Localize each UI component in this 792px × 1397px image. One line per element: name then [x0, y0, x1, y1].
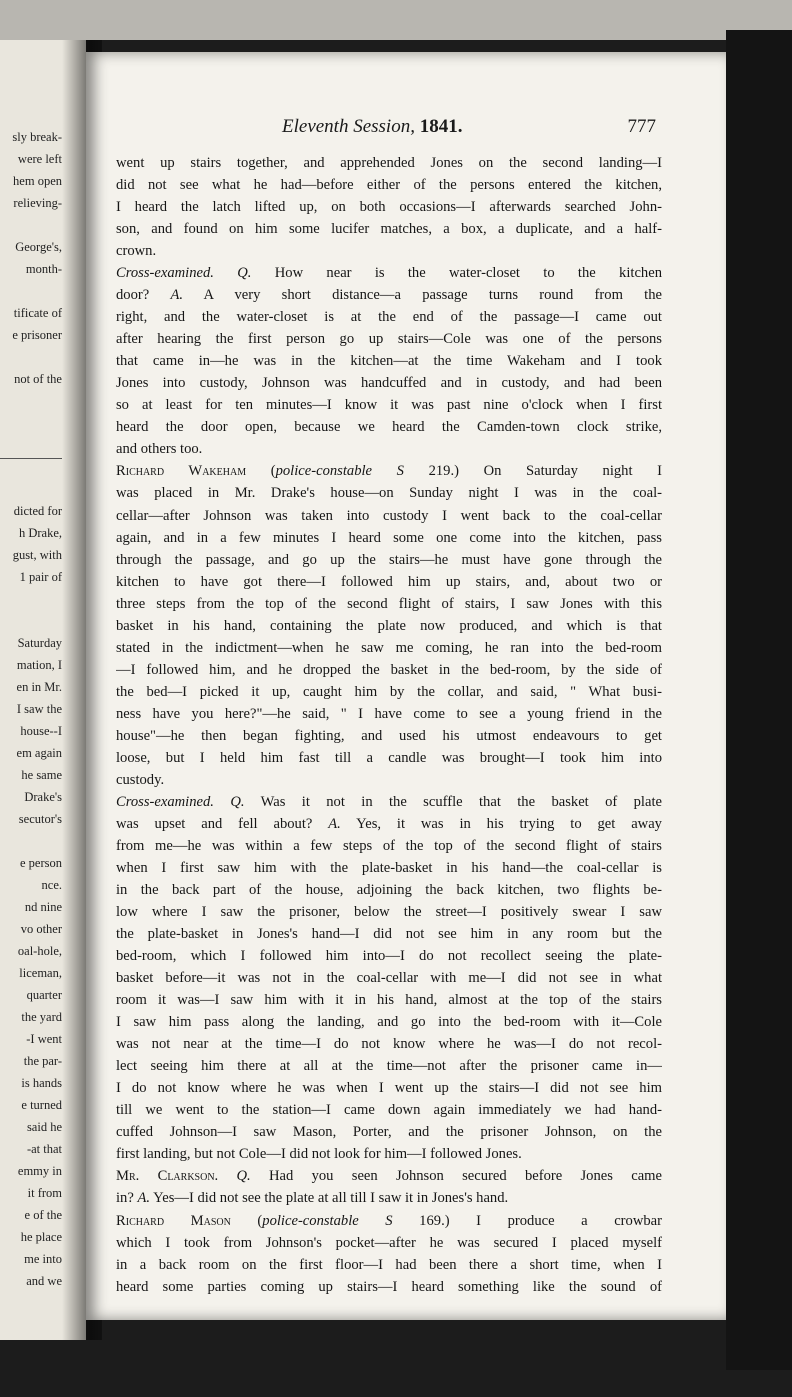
- text-run: Cross-examined.: [116, 793, 214, 810]
- text-run: I do not know where he was when I went up the stairs—I did not see him: [116, 1080, 662, 1097]
- text-run: A very short distance—a passage turns round from the: [183, 287, 662, 304]
- text-run: stated in the indictment—when he saw me coming, he ran into the bed-room: [116, 639, 662, 656]
- left-margin-line: -I went: [26, 1032, 62, 1046]
- text-run: from me—he was within a few steps of the top of the second flight of stairs: [116, 837, 662, 854]
- text-run: Q.: [236, 1168, 251, 1185]
- text-line: [116, 1232, 662, 1254]
- left-margin-line: month-: [25, 262, 62, 276]
- text-line: [116, 637, 662, 659]
- left-margin-line: George's,: [15, 240, 62, 254]
- text-line: [116, 218, 662, 240]
- body-text: [116, 152, 662, 1298]
- text-line: [116, 284, 662, 306]
- text-line: [116, 438, 662, 460]
- text-run: low where I saw the prisoner, below the street—I positively swear I saw: [116, 904, 662, 921]
- text-run: Was it not in the scuffle that the basket of plate: [244, 793, 662, 810]
- running-head-year: 1841.: [419, 116, 463, 137]
- text-run: after hearing the first person go up stairs—Cole was one of the persons: [116, 331, 662, 348]
- text-run: cuffed Johnson—I saw Mason, Porter, and the prisoner Johnson, on the: [116, 1124, 662, 1141]
- left-margin-line: dicted for: [13, 504, 62, 518]
- text-line: [116, 747, 662, 769]
- left-margin-line: the yard: [21, 1010, 62, 1024]
- text-run: right, and the water-closet is at the end of the passage—I came out: [116, 309, 662, 326]
- text-line: [116, 1187, 662, 1209]
- text-run: basket in his hand, containing the plate now produced, and which is that: [116, 617, 662, 634]
- left-margin-line: em again: [16, 746, 62, 760]
- text-run: Yes, it was in his trying to get away: [340, 815, 662, 832]
- left-margin-line: e of the: [24, 1208, 62, 1222]
- text-line: [116, 1276, 662, 1298]
- text-run: was upset and fell about?: [116, 815, 329, 832]
- text-line: [116, 549, 662, 571]
- left-margin-line: oal-hole,: [17, 944, 62, 958]
- text-run: when I first saw him with the plate-basket in his hand—the coal-cellar is: [116, 860, 662, 876]
- text-run: Q.: [230, 793, 245, 810]
- left-margin-line: 1 pair of: [19, 570, 62, 584]
- text-line: [116, 1210, 662, 1232]
- left-margin-line: tificate of: [13, 306, 62, 320]
- text-line: [116, 152, 662, 174]
- page-header: [86, 116, 726, 142]
- text-run: door?: [116, 287, 171, 304]
- left-margin-line: were left: [17, 152, 62, 166]
- text-run: crown.: [116, 243, 157, 260]
- text-line: [116, 791, 662, 813]
- text-line: [116, 174, 662, 196]
- text-run: police-constable S: [262, 1212, 393, 1229]
- running-head-title: Eleventh Session,: [282, 116, 415, 137]
- text-line: [116, 1099, 662, 1121]
- text-line: [116, 571, 662, 593]
- text-line: [116, 1121, 662, 1143]
- text-run: I saw him pass along the landing, and go into the bed-room with it—Cole: [116, 1014, 662, 1031]
- text-line: [116, 857, 662, 879]
- text-line: [116, 350, 662, 372]
- left-margin-line: he place: [20, 1230, 62, 1244]
- left-margin-line: -at that: [26, 1142, 62, 1156]
- text-run: so at least for ten minutes—I know it was past nine o'clock when I first: [116, 397, 662, 414]
- running-head: [282, 116, 462, 138]
- text-run: A.: [170, 287, 184, 304]
- left-margin-line: I saw the: [16, 702, 62, 716]
- left-margin-line: gust, with: [12, 548, 62, 562]
- text-line: [116, 328, 662, 350]
- text-run: How near is the water-closet to the kitchen: [251, 265, 662, 282]
- left-margin-line: Drake's: [24, 790, 62, 804]
- text-run: [214, 794, 230, 810]
- text-run: son, and found on him some lucifer matches, a box, a duplicate, and a half-: [116, 221, 662, 238]
- left-margin-line: is hands: [21, 1076, 62, 1090]
- left-margin-line: e turned: [21, 1098, 62, 1112]
- text-run: Mr. Clarkson.: [116, 1168, 219, 1185]
- text-run: which I took from Johnson's pocket—after he was secured I placed myself: [116, 1234, 662, 1251]
- text-run: 169.) I produce a crowbar: [392, 1212, 662, 1229]
- text-run: (: [230, 1212, 263, 1229]
- left-margin-line: said he: [26, 1120, 62, 1134]
- left-margin-line: nce.: [41, 878, 62, 892]
- left-margin-line: h Drake,: [18, 526, 62, 540]
- text-run: three steps from the top of the second flight of stairs, I saw Jones with this: [116, 595, 662, 612]
- left-margin-line: e prisoner: [12, 328, 62, 342]
- text-run: cellar—after Johnson was taken into custody I went back to the coal-cellar: [116, 507, 662, 524]
- text-run: room it was—I saw him with it in his hand, almost at the top of the stairs: [116, 992, 662, 1009]
- text-run: in a back room on the first floor—I had been there a short time, when I: [116, 1256, 662, 1273]
- text-run: [214, 265, 237, 281]
- text-line: [116, 901, 662, 923]
- text-line: [116, 416, 662, 438]
- text-run: heard some parties coming up stairs—I heard something like the sound of: [116, 1278, 662, 1295]
- text-line: [116, 967, 662, 989]
- text-run: that came in—he was in the kitchen—at the time Wakeham and I took: [116, 353, 662, 370]
- page-number: 777: [627, 116, 656, 137]
- left-margin-line: e person: [20, 856, 62, 870]
- text-line: [116, 769, 662, 791]
- text-run: [218, 1168, 236, 1184]
- left-margin-line: mation, I: [16, 658, 62, 672]
- left-margin-line: not of the: [14, 372, 62, 386]
- text-run: 219.) On Saturday night I: [403, 463, 662, 480]
- text-run: kitchen to have got there—I followed him up stairs, and, about two or: [116, 573, 662, 590]
- text-run: Yes—I did not see the plate at all till I saw it in Jones's hand.: [150, 1190, 509, 1207]
- text-line: [116, 460, 662, 482]
- text-run: ness have you here?"—he said, " I have come to see a young friend in the: [116, 705, 662, 722]
- text-line: [116, 681, 662, 703]
- left-margin-line: house--I: [20, 724, 62, 738]
- text-line: [116, 945, 662, 967]
- text-line: [116, 1033, 662, 1055]
- text-line: [116, 394, 662, 416]
- left-margin-line: relieving-: [13, 196, 62, 210]
- text-line: [116, 372, 662, 394]
- text-line: [116, 923, 662, 945]
- text-run: heard the door open, because we heard the Camden-town clock strike,: [116, 419, 662, 436]
- text-line: [116, 813, 662, 835]
- left-margin-line: nd nine: [24, 900, 62, 914]
- text-run: bed-room, which I followed him into—I do not recollect seeing the plate-: [116, 948, 662, 965]
- text-line: [116, 725, 662, 747]
- text-run: police-constable S: [275, 463, 404, 480]
- left-margin-line: he same: [21, 768, 62, 782]
- text-run: first landing, but not Cole—I did not look for him—I followed Jones.: [116, 1146, 522, 1163]
- text-run: house"—he then began fighting, and used his utmost endeavours to get: [116, 727, 662, 744]
- text-line: [116, 505, 662, 527]
- text-line: [116, 527, 662, 549]
- text-run: —I followed him, and he dropped the basket in the bed-room, by the side of: [116, 661, 662, 678]
- text-line: [116, 196, 662, 218]
- text-run: was placed in Mr. Drake's house—on Sunday night I was in the coal-: [116, 485, 662, 502]
- text-run: again, and in a few minutes I heard some one come into the kitchen, pass: [116, 529, 662, 546]
- left-margin-line: the par-: [23, 1054, 62, 1068]
- text-line: [116, 306, 662, 328]
- text-line: [116, 703, 662, 725]
- text-line: [116, 593, 662, 615]
- scan-right-edge: [726, 30, 792, 1370]
- text-run: A.: [137, 1190, 151, 1207]
- left-page-rule: [0, 458, 62, 459]
- text-run: and others too.: [116, 441, 203, 458]
- left-margin-line: quarter: [26, 988, 62, 1002]
- text-line: [116, 1011, 662, 1033]
- left-margin-line: it from: [27, 1186, 62, 1200]
- left-margin-line: secutor's: [18, 812, 62, 826]
- text-line: [116, 879, 662, 901]
- left-margin-line: me into: [24, 1252, 62, 1266]
- text-line: [116, 989, 662, 1011]
- text-run: custody.: [116, 771, 165, 788]
- right-page: [86, 52, 726, 1320]
- text-run: I heard the latch lifted up, on both occasions—I afterwards searched John-: [116, 199, 662, 216]
- left-margin-line: sly break-: [12, 130, 62, 144]
- text-line: [116, 482, 662, 504]
- text-run: till we went to the station—I came down again immediately we had hand-: [116, 1102, 662, 1119]
- text-run: Q.: [237, 265, 252, 282]
- text-run: Richard Mason: [116, 1212, 231, 1229]
- text-run: A.: [328, 815, 341, 832]
- left-margin-line: emmy in: [17, 1164, 62, 1178]
- text-run: basket before—it was not in the coal-cellar with me—I did not see in what: [116, 970, 662, 987]
- text-line: [116, 1165, 662, 1187]
- text-run: Richard Wakeham: [116, 463, 247, 480]
- text-line: [116, 1143, 662, 1165]
- left-margin-line: en in Mr.: [16, 680, 62, 694]
- text-run: loose, but I held him fast till a candle was brought—I took him into: [116, 749, 662, 766]
- text-run: (: [246, 463, 276, 480]
- left-margin-line: liceman,: [19, 966, 62, 980]
- text-line: [116, 1077, 662, 1099]
- text-run: Jones into custody, Johnson was handcuffed and in custody, and had been: [116, 375, 662, 392]
- scan-top-edge: [0, 0, 792, 40]
- text-run: in?: [116, 1190, 138, 1207]
- left-margin-line: Saturday: [17, 636, 62, 650]
- text-run: Cross-examined.: [116, 265, 214, 282]
- text-run: the plate-basket in Jones's hand—I did not see him in any room but the: [116, 926, 662, 943]
- left-margin-line: hem open: [13, 174, 62, 188]
- text-run: Had you seen Johnson secured before Jones came: [250, 1168, 662, 1185]
- left-margin-line: vo other: [20, 922, 62, 936]
- text-run: the bed—I picked it up, caught him by the collar, and said, " What busi-: [116, 683, 662, 700]
- text-run: in the back part of the house, adjoining the back kitchen, two flights be-: [116, 882, 662, 899]
- text-line: [116, 262, 662, 284]
- text-line: [116, 1254, 662, 1276]
- text-run: did not see what he had—before either of the persons entered the kitchen,: [116, 177, 662, 194]
- text-run: through the passage, and go up the stairs—he must have gone through the: [116, 551, 662, 568]
- text-run: was not near at the time—I do not know where he was—I do not recol-: [116, 1036, 662, 1053]
- text-line: [116, 615, 662, 637]
- text-line: [116, 835, 662, 857]
- text-line: [116, 1055, 662, 1077]
- text-line: [116, 240, 662, 262]
- left-margin-line: and we: [26, 1274, 62, 1288]
- text-run: went up stairs together, and apprehended Jones on the second landing—I: [116, 155, 662, 171]
- text-run: lect seeing him there at all at the time—not after the prisoner came in—: [116, 1058, 662, 1075]
- text-line: [116, 659, 662, 681]
